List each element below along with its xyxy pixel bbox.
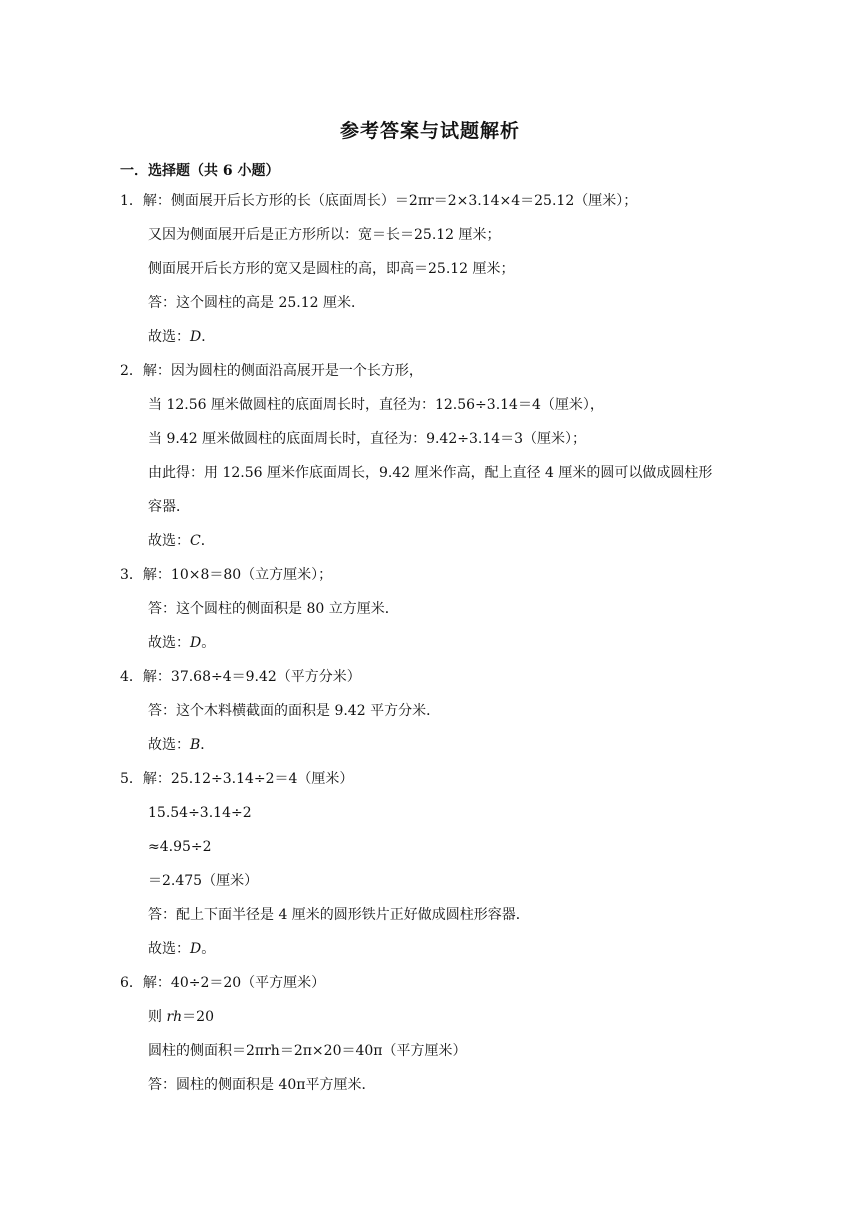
choice-end: 。 [201,635,216,651]
q5-answer: 答：配上下面半径是 4 厘米的圆形铁片正好做成圆柱形容器． [148,907,530,923]
choice-prefix: 故选： [148,329,190,345]
choice-letter: D [190,329,202,345]
variable-rh: rh [166,1009,183,1025]
q5-line-3: ≈4.95÷2 [148,839,212,855]
q6-line-3: 圆柱的侧面积＝2πrh＝2π×20＝40π（平方厘米） [148,1043,467,1059]
q2-line-5: 容器． [148,499,190,515]
q1-answer: 答：这个圆柱的高是 25.12 厘米． [148,295,365,311]
choice-end: ． [200,737,215,753]
choice-end: ． [200,533,215,549]
choice-letter: D [190,635,202,651]
q5-line-4: ＝2.475（厘米） [148,873,259,889]
choice-prefix: 故选： [148,635,190,651]
q5-choice [148,940,215,958]
q5-line-1: 5．解：25.12÷3.14÷2＝4（厘米） [120,771,354,787]
q6-line-2 [148,1008,214,1026]
q4-line-1: 4．解：37.68÷4＝9.42（平方分米） [120,669,361,685]
q3-line-1: 3．解：10×8＝80（立方厘米）； [120,567,333,583]
q1-choice [148,328,215,346]
section-heading: 一．选择题（共 6 小题） [120,163,280,179]
q4-choice [148,736,214,754]
q6-line-1: 6．解：40÷2＝20（平方厘米） [120,975,326,991]
choice-end: 。 [201,941,216,957]
q1-line-2: 又因为侧面展开后是正方形所以：宽＝长＝25.12 厘米； [148,227,501,243]
q2-line-4: 由此得：用 12.56 厘米作底面周长，9.42 厘米作高，配上直径 4 厘米的圆可以做成圆柱形 [148,465,713,481]
q6-answer: 答：圆柱的侧面积是 40π平方厘米． [148,1077,376,1093]
q3-answer: 答：这个圆柱的侧面积是 80 立方厘米． [148,601,399,617]
choice-prefix: 故选： [148,737,190,753]
choice-letter: D [190,941,202,957]
choice-prefix: 故选： [148,533,190,549]
line-rest: ＝20 [182,1009,214,1025]
q2-line-3: 当 9.42 厘米做圆柱的底面周长时，直径为：9.42÷3.14＝3（厘米）； [148,431,587,447]
q2-choice [148,532,215,550]
choice-prefix: 故选： [148,941,190,957]
line-prefix: 则 [148,1009,167,1025]
q1-line-1: 1．解：侧面展开后长方形的长（底面周长）＝2πr＝2×3.14×4＝25.12（厘米）； [120,193,638,209]
q4-answer: 答：这个木料横截面的面积是 9.42 平方分米． [148,703,441,719]
q2-line-1: 2．解：因为圆柱的侧面沿高展开是一个长方形， [120,363,423,379]
q3-choice [148,634,215,652]
q1-line-3: 侧面展开后长方形的宽又是圆柱的高，即高＝25.12 厘米； [148,261,515,277]
page-title: 参考答案与试题解析 [339,120,520,142]
choice-letter: B [190,737,201,753]
q2-line-2: 当 12.56 厘米做圆柱的底面周长时，直径为：12.56÷3.14＝4（厘米）， [148,397,604,413]
choice-letter: C [190,533,201,549]
choice-end: ． [201,329,216,345]
q5-line-2: 15.54÷3.14÷2 [148,805,252,821]
